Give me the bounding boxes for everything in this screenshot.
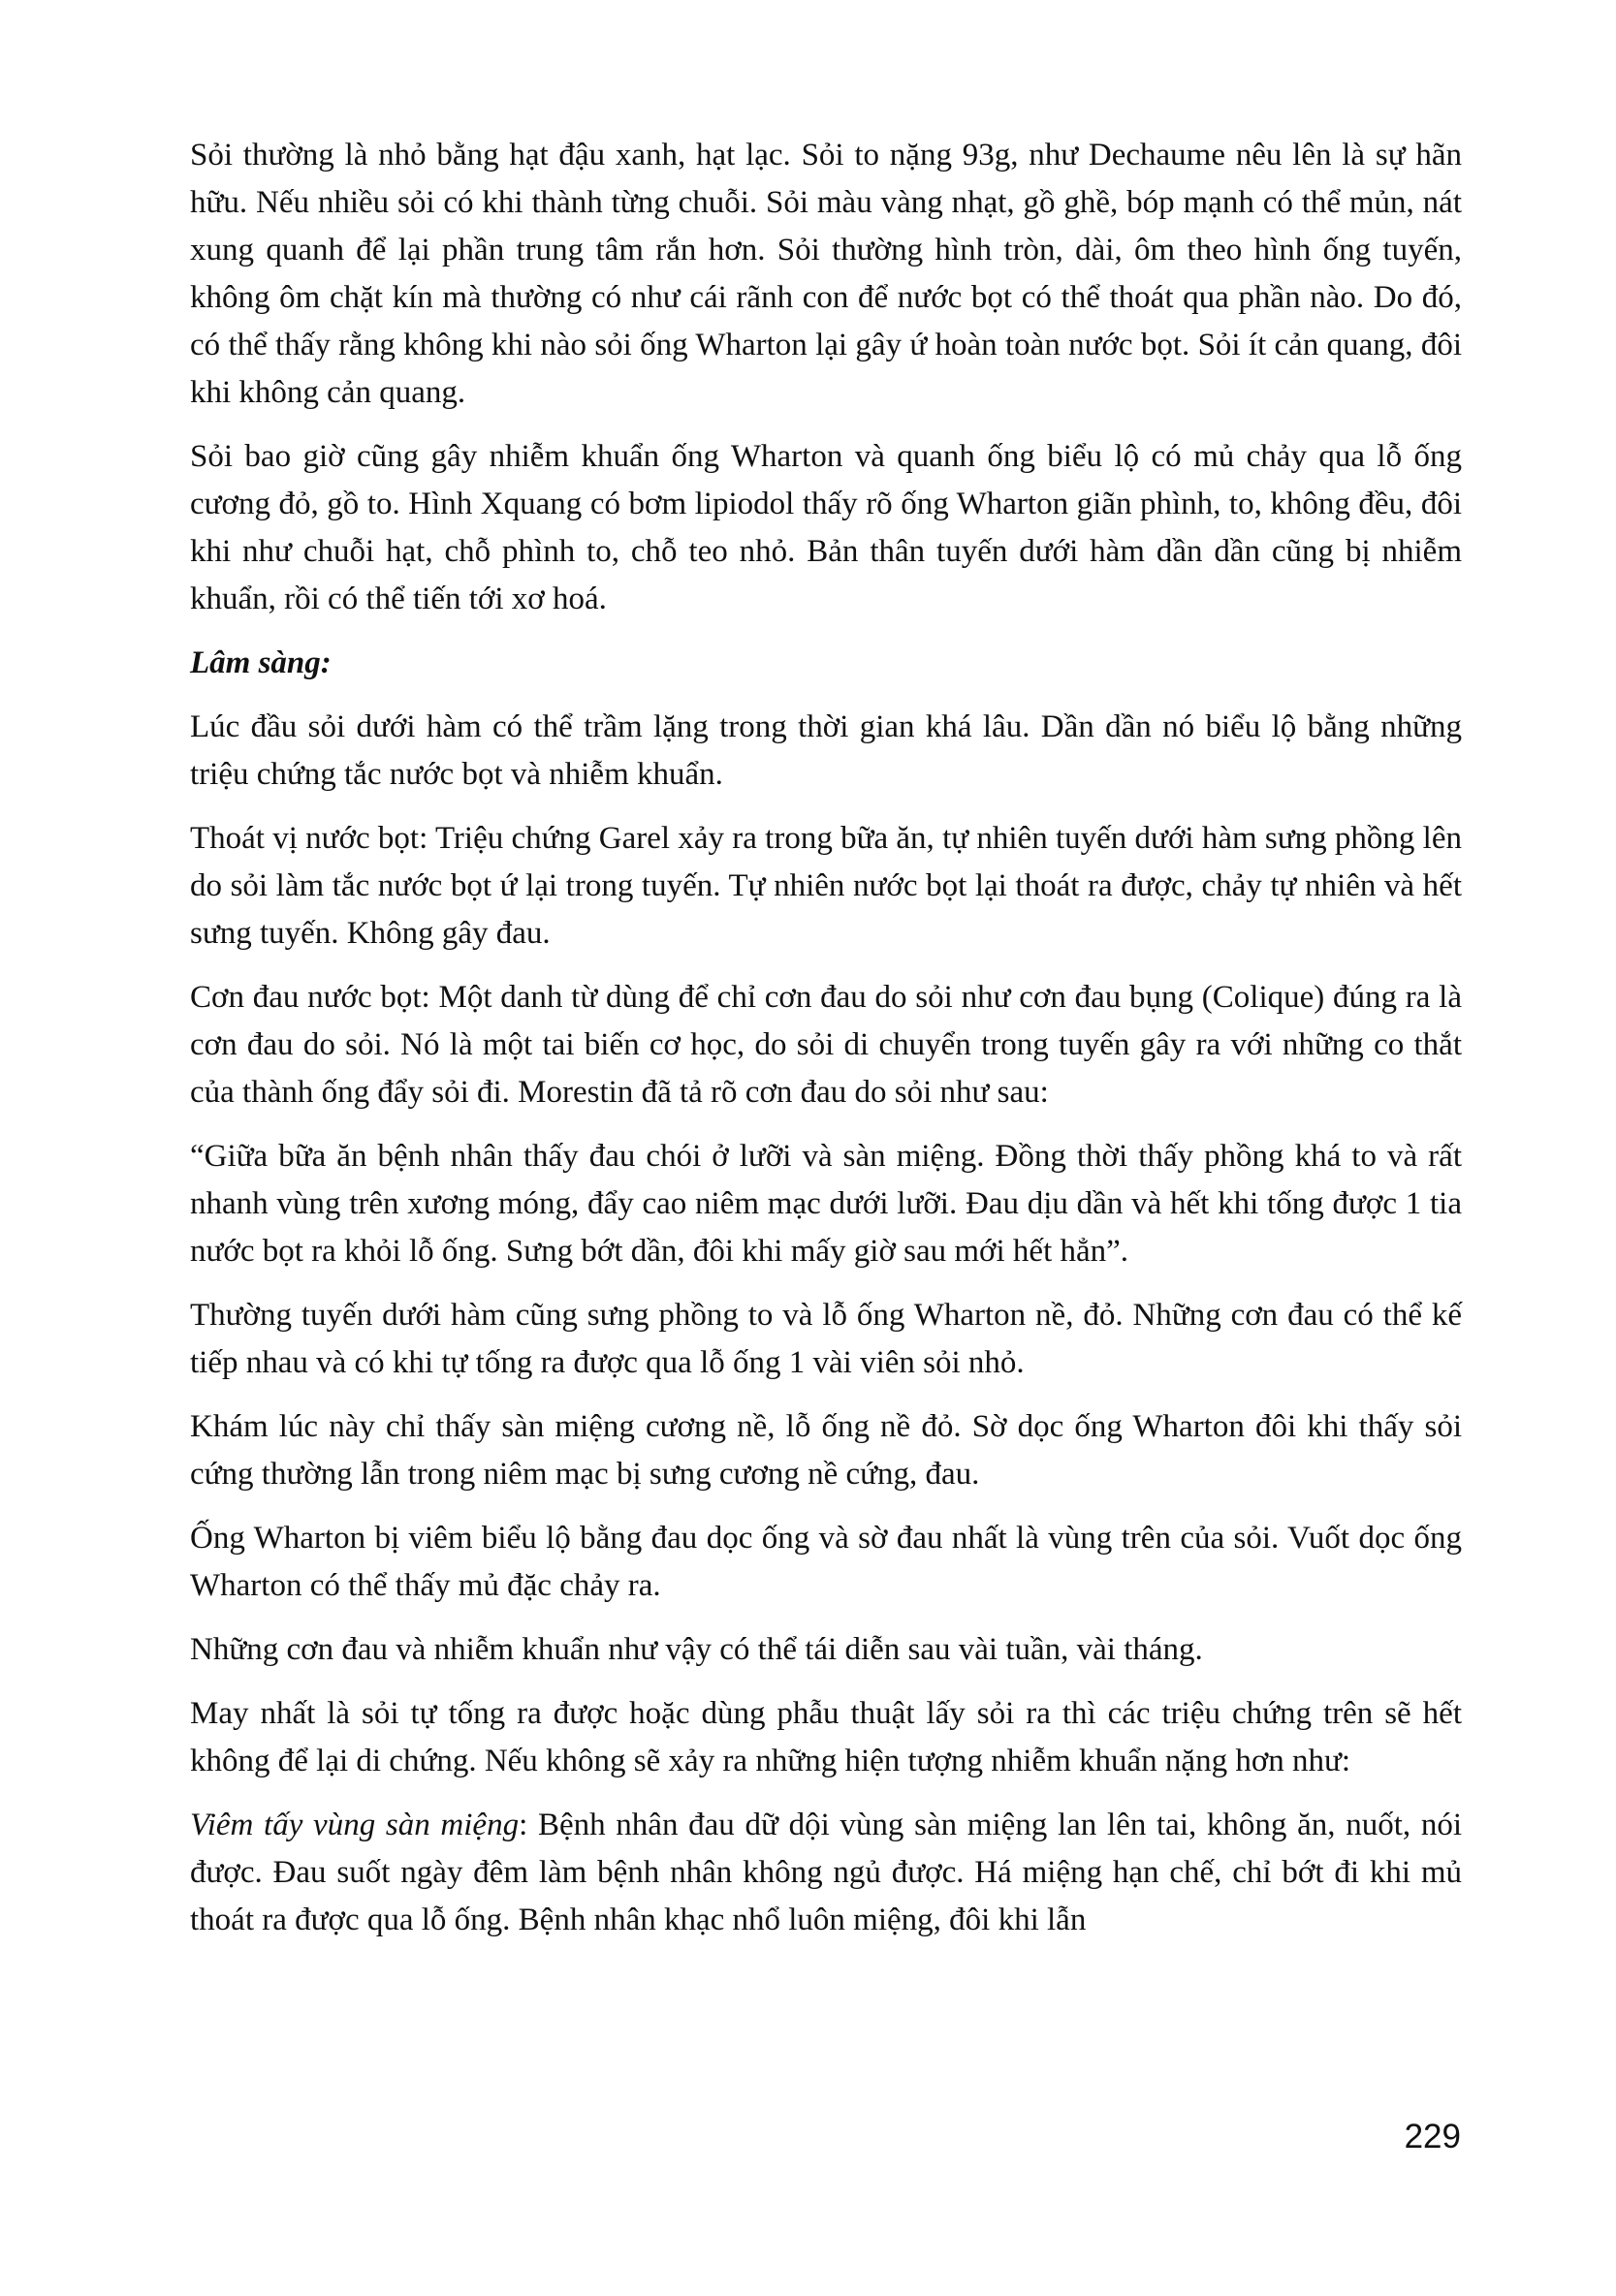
section-heading-clinical: Lâm sàng:	[190, 645, 332, 680]
paragraph-saliva-hernia: Thoát vị nước bọt: Triệu chứng Garel xảy ra trong bữa ăn, tự nhiên tuyến dưới hàm sưng phồng lên do sỏi làm tắc nước bọt ứ lại trong tuyến. Tự nhiên nước bọt lại thoát ra được, chảy tự nhiên và hết sưng tuyến. Không gây đau.	[190, 821, 1462, 951]
paragraph-gland-swelling: Thường tuyến dưới hàm cũng sưng phồng to và lỗ ống Wharton nề, đỏ. Những cơn đau có thể kế tiếp nhau và có khi tự tống ra được qua lỗ ống 1 vài viên sỏi nhỏ.	[190, 1298, 1462, 1380]
paragraph-stone-infection: Sỏi bao giờ cũng gây nhiễm khuẩn ống Wharton và quanh ống biểu lộ có mủ chảy qua lỗ ống cương đỏ, gồ to. Hình Xquang có bơm lipiodol thấy rõ ống Wharton giãn phình, to, không đều, đôi khi như chuỗi hạt, chỗ phình to, chỗ teo nhỏ. Bản thân tuyến dưới hàm dần dần cũng bị nhiễm khuẩn, rồi có thể tiến tới xơ hoá.	[190, 439, 1462, 616]
paragraph-floor-of-mouth-cellulitis	[190, 1802, 1462, 1944]
paragraph-clinical-onset: Lúc đầu sỏi dưới hàm có thể trầm lặng trong thời gian khá lâu. Dần dần nó biểu lộ bằng những triệu chứng tắc nước bọt và nhiễm khuẩn.	[190, 709, 1462, 792]
paragraph-morestin-quote: “Giữa bữa ăn bệnh nhân thấy đau chói ở lưỡi và sàn miệng. Đồng thời thấy phồng khá to và rất nhanh vùng trên xương móng, đẩy cao niêm mạc dưới lưỡi. Đau dịu dần và hết khi tống được 1 tia nước bọt ra khỏi lỗ ống. Sưng bớt dần, đôi khi mấy giờ sau mới hết hẳn”.	[190, 1139, 1462, 1269]
page-number: 229	[1404, 2118, 1461, 2155]
paragraph-salivary-colic: Cơn đau nước bọt: Một danh từ dùng để chỉ cơn đau do sỏi như cơn đau bụng (Colique) đúng ra là cơn đau do sỏi. Nó là một tai biến cơ học, do sỏi di chuyển trong tuyến gây ra với những co thắt của thành ống đẩy sỏi đi. Morestin đã tả rõ cơn đau do sỏi như sau:	[190, 980, 1462, 1110]
paragraph-examination: Khám lúc này chỉ thấy sàn miệng cương nề, lỗ ống nề đỏ. Sờ dọc ống Wharton đôi khi thấy sỏi cứng thường lẫn trong niêm mạc bị sưng cương nề cứng, đau.	[190, 1409, 1462, 1492]
text-body	[190, 132, 1462, 1961]
paragraph-stone-description: Sỏi thường là nhỏ bằng hạt đậu xanh, hạt lạc. Sỏi to nặng 93g, như Dechaume nêu lên là sự hãn hữu. Nếu nhiều sỏi có khi thành từng chuỗi. Sỏi màu vàng nhạt, gồ ghề, bóp mạnh có thể mủn, nát xung quanh để lại phần trung tâm rắn hơn. Sỏi thường hình tròn, dài, ôm theo hình ống tuyến, không ôm chặt kín mà thường có như cái rãnh con để nước bọt có thể thoát qua phần nào. Do đó, có thể thấy rằng không khi nào sỏi ống Wharton lại gây ứ hoàn toàn nước bọt. Sỏi ít cản quang, đôi khi không cản quang.	[190, 138, 1462, 410]
paragraph-recurrence: Những cơn đau và nhiễm khuẩn như vậy có thể tái diễn sau vài tuần, vài tháng.	[190, 1632, 1203, 1667]
paragraph-lead-term: Viêm tấy vùng sàn miệng	[190, 1808, 520, 1842]
paragraph-wharton-inflammation: Ống Wharton bị viêm biểu lộ bằng đau dọc ống và sờ đau nhất là vùng trên của sỏi. Vuốt dọc ống Wharton có thể thấy mủ đặc chảy ra.	[190, 1521, 1462, 1603]
paragraph-lead-text: : Bệnh nhân đau dữ dội vùng sàn miệng lan lên tai, không ăn, nuốt, nói được. Đau suốt ngày đêm làm bệnh nhân không ngủ được. Há miệng hạn chế, chỉ bớt đi khi mủ thoát ra được qua lỗ ống. Bệnh nhân khạc nhổ luôn miệng, đôi khi lẫn	[190, 1808, 1463, 1937]
paragraph-outcome: May nhất là sỏi tự tống ra được hoặc dùng phẫu thuật lấy sỏi ra thì các triệu chứng trên sẽ hết không để lại di chứng. Nếu không sẽ xảy ra những hiện tượng nhiễm khuẩn nặng hơn như:	[190, 1696, 1462, 1778]
